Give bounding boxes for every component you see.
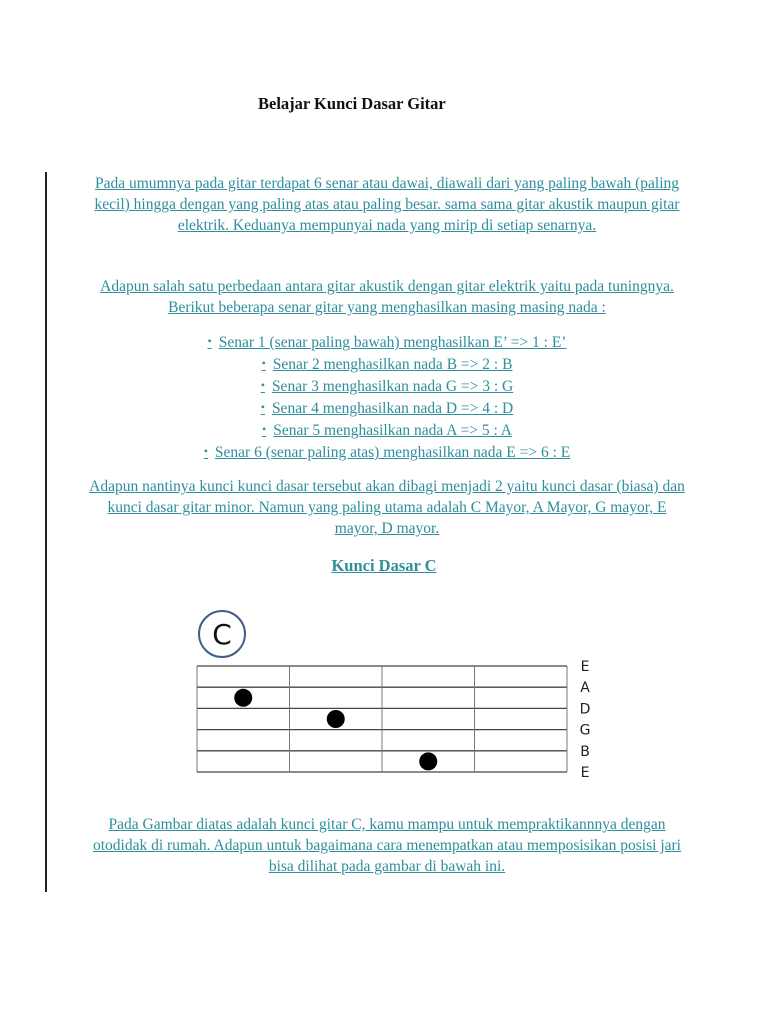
string-label: E — [580, 765, 590, 781]
string-label: B — [580, 743, 590, 760]
finger-dot — [234, 689, 252, 707]
string-label: A — [580, 680, 590, 697]
list-item-text: Senar 5 menghasilkan nada A => 5 : A — [273, 422, 512, 439]
list-item-text: Senar 1 (senar paling bawah) menghasilkan E’ => 1 : E’ — [218, 334, 567, 351]
list-item-text: Senar 6 (senar paling atas) menghasilkan nada E => 6 : E — [214, 444, 571, 461]
string-label: E — [580, 659, 590, 675]
list-item-text: Senar 2 menghasilkan nada B => 2 : B — [272, 356, 513, 373]
string-label: D — [579, 701, 591, 718]
chord-c-heading[interactable]: Kunci Dasar C — [331, 556, 437, 575]
bullet-icon: • — [207, 334, 212, 348]
list-item[interactable] — [88, 375, 686, 397]
chord-name-label: C — [212, 618, 232, 651]
list-item-text: Senar 4 menghasilkan nada D => 4 : D — [271, 400, 514, 417]
list-item-text: Senar 3 menghasilkan nada G => 3 : G — [271, 378, 514, 395]
list-item[interactable] — [88, 419, 686, 441]
finger-dot — [327, 710, 345, 728]
intro-paragraph[interactable]: Pada umumnya pada gitar terdapat 6 senar atau dawai, diawali dari yang paling bawah (paling kecil) hingga dengan yang paling atas atau paling besar. sama sama gitar akustik maupun gitar elektrik. Keduanya mempunyai nada yang mirip di setiap senarnya. — [94, 175, 680, 234]
bullet-icon: • — [203, 444, 208, 458]
left-margin-line — [45, 172, 47, 892]
chord-types-paragraph[interactable]: Adapun nantinya kunci kunci dasar tersebut akan dibagi menjadi 2 yaitu kunci dasar (biasa) dan kunci dasar gitar minor. Namun yang paling utama adalah C Mayor, A Mayor, G mayor, E mayor, D mayor. — [89, 478, 685, 537]
bullet-icon: • — [261, 356, 266, 370]
string-notes-list — [88, 331, 686, 463]
list-item[interactable] — [88, 441, 686, 463]
finger-dot — [419, 752, 437, 770]
bullet-icon: • — [260, 378, 265, 392]
chord-c-diagram — [190, 600, 610, 800]
document-title: Belajar Kunci Dasar Gitar — [258, 94, 446, 113]
tuning-paragraph[interactable]: Adapun salah satu perbedaan antara gitar akustik dengan gitar elektrik yaitu pada tuningnya. Berikut beberapa senar gitar yang menghasilkan masing masing nada : — [100, 278, 674, 316]
bullet-icon: • — [260, 400, 265, 414]
list-item[interactable] — [88, 331, 686, 353]
bullet-icon: • — [262, 422, 267, 436]
string-label: G — [579, 722, 591, 739]
list-item[interactable] — [88, 397, 686, 419]
list-item[interactable] — [88, 353, 686, 375]
fretboard — [197, 659, 590, 781]
closing-paragraph[interactable]: Pada Gambar diatas adalah kunci gitar C, kamu mampu untuk mempraktikannnya dengan otodidak di rumah. Adapun untuk bagaimana cara menempatkan atau memposisikan posisi jari bisa dilihat pada gambar di bawah ini. — [93, 816, 681, 875]
